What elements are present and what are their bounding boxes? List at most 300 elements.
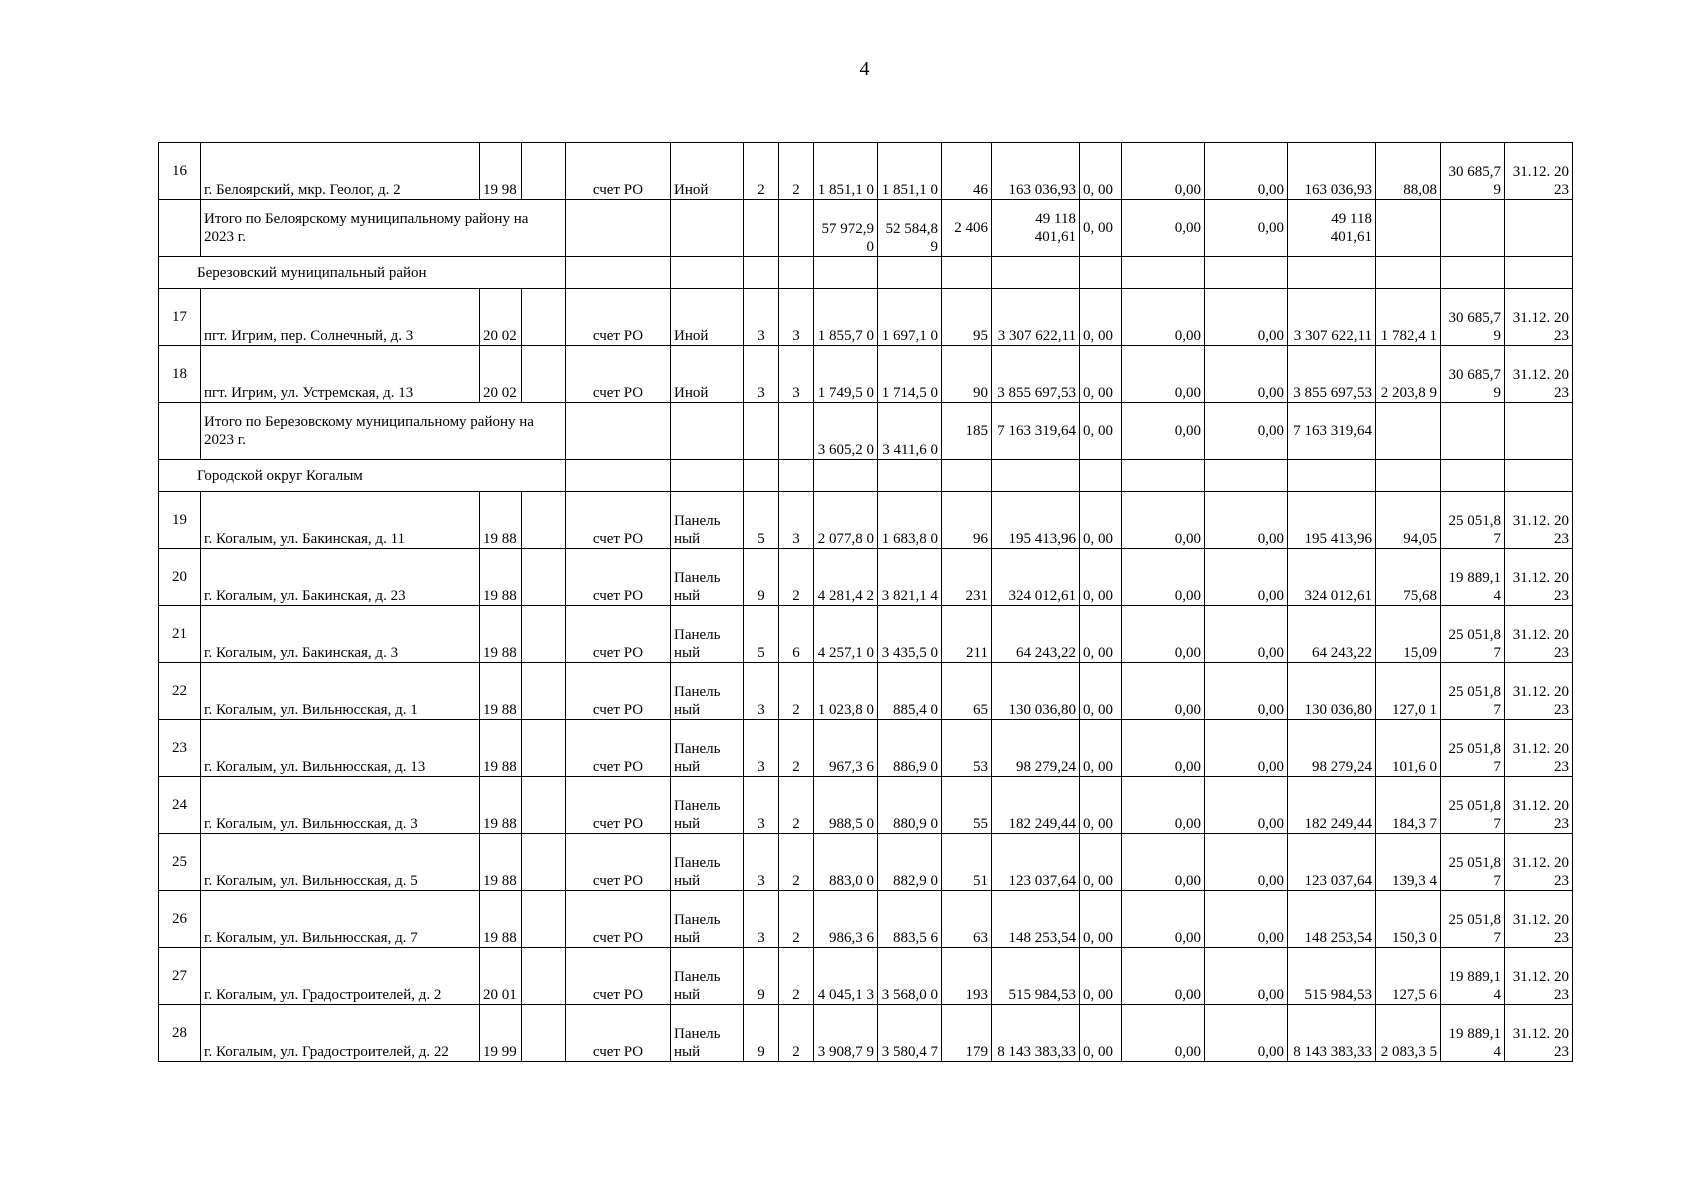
cell-floors: 9 <box>744 1005 779 1062</box>
table-row <box>159 1005 1573 1062</box>
cell-fund-method: счет РО <box>566 1005 671 1062</box>
cell-living-area: 3 411,6 0 <box>878 403 942 460</box>
cell-completion-date: 31.12. 2023 <box>1505 289 1573 346</box>
table-row <box>159 720 1573 777</box>
cell-empty <box>671 257 744 289</box>
cell-empty <box>1205 460 1288 492</box>
cell-wall-material: Панель ный <box>671 549 744 606</box>
section-title: Березовский муниципальный район <box>159 257 566 289</box>
cell-wall-material: Панель ный <box>671 720 744 777</box>
cell-living-area: 885,4 0 <box>878 663 942 720</box>
cell-address: г. Когалым, ул. Градостроителей, д. 2 <box>201 948 480 1005</box>
cell-empty <box>566 403 671 460</box>
cell-limit-cost: 25 051,8 7 <box>1441 663 1505 720</box>
cell-wall-material: Панель ный <box>671 663 744 720</box>
cell-empty <box>159 403 201 460</box>
cell-empty <box>814 460 878 492</box>
cell-cost-fund-4: 7 163 319,64 <box>1288 403 1376 460</box>
cell-unit-cost: 101,6 0 <box>1376 720 1441 777</box>
cell-cost-fund-1: 0, 00 <box>1080 346 1122 403</box>
cell-empty <box>1505 200 1573 257</box>
cell-total-cost: 324 012,61 <box>992 549 1080 606</box>
cell-fund-method: счет РО <box>566 663 671 720</box>
cell-empty <box>522 143 566 200</box>
total-row <box>159 200 1573 257</box>
cell-limit-cost: 25 051,8 7 <box>1441 891 1505 948</box>
cell-living-area: 886,9 0 <box>878 720 942 777</box>
cell-floors: 3 <box>744 289 779 346</box>
cell-empty <box>942 460 992 492</box>
cell-cost-fund-1: 0, 00 <box>1080 663 1122 720</box>
cell-cost-fund-3: 0,00 <box>1205 492 1288 549</box>
cell-build-year: 19 99 <box>480 1005 522 1062</box>
cell-residents: 46 <box>942 143 992 200</box>
cell-unit-cost: 2 083,3 5 <box>1376 1005 1441 1062</box>
cell-address: г. Когалым, ул. Вильнюсская, д. 3 <box>201 777 480 834</box>
cell-wall-material: Иной <box>671 346 744 403</box>
cell-cost-fund-1: 0, 00 <box>1080 200 1122 257</box>
cell-address: пгт. Игрим, пер. Солнечный, д. 3 <box>201 289 480 346</box>
cell-empty <box>522 663 566 720</box>
cell-unit-cost: 2 203,8 9 <box>1376 346 1441 403</box>
cell-cost-fund-3: 0,00 <box>1205 891 1288 948</box>
cell-unit-cost: 127,0 1 <box>1376 663 1441 720</box>
cell-empty <box>779 403 814 460</box>
cell-wall-material: Иной <box>671 289 744 346</box>
page-number: 4 <box>859 58 870 80</box>
cell-cost-fund-1: 0, 00 <box>1080 891 1122 948</box>
cell-entrances: 2 <box>779 549 814 606</box>
cell-empty <box>878 460 942 492</box>
cell-completion-date: 31.12. 2023 <box>1505 606 1573 663</box>
cell-cost-fund-3: 0,00 <box>1205 834 1288 891</box>
cell-completion-date: 31.12. 2023 <box>1505 777 1573 834</box>
cell-residents: 95 <box>942 289 992 346</box>
cell-unit-cost: 88,08 <box>1376 143 1441 200</box>
cell-address: г. Когалым, ул. Бакинская, д. 23 <box>201 549 480 606</box>
cell-floors: 3 <box>744 891 779 948</box>
cell-fund-method: счет РО <box>566 289 671 346</box>
cell-build-year: 19 88 <box>480 549 522 606</box>
cell-build-year: 19 88 <box>480 720 522 777</box>
cell-empty <box>671 403 744 460</box>
cell-wall-material: Панель ный <box>671 948 744 1005</box>
cell-empty <box>1441 460 1505 492</box>
cell-cost-fund-4: 3 307 622,11 <box>1288 289 1376 346</box>
cell-empty <box>992 460 1080 492</box>
cell-total-cost: 8 143 383,33 <box>992 1005 1080 1062</box>
cell-row-number: 16 <box>159 143 201 200</box>
cell-cost-fund-1: 0, 00 <box>1080 777 1122 834</box>
cell-unit-cost: 127,5 6 <box>1376 948 1441 1005</box>
cell-cost-fund-3: 0,00 <box>1205 720 1288 777</box>
cell-row-number: 17 <box>159 289 201 346</box>
cell-build-year: 20 02 <box>480 289 522 346</box>
cell-cost-fund-2: 0,00 <box>1122 403 1205 460</box>
cell-build-year: 20 01 <box>480 948 522 1005</box>
cell-cost-fund-2: 0,00 <box>1122 346 1205 403</box>
cell-cost-fund-1: 0, 00 <box>1080 492 1122 549</box>
cell-empty <box>566 257 671 289</box>
cell-wall-material: Панель ный <box>671 777 744 834</box>
cell-total-label: Итого по Белоярскому муниципальному району на 2023 г. <box>201 200 566 257</box>
cell-fund-method: счет РО <box>566 346 671 403</box>
cell-row-number: 23 <box>159 720 201 777</box>
table-row <box>159 948 1573 1005</box>
cell-limit-cost: 19 889,1 4 <box>1441 549 1505 606</box>
cell-cost-fund-3: 0,00 <box>1205 289 1288 346</box>
cell-cost-fund-1: 0, 00 <box>1080 549 1122 606</box>
cell-residents: 55 <box>942 777 992 834</box>
cell-row-number: 21 <box>159 606 201 663</box>
cell-build-year: 19 88 <box>480 492 522 549</box>
cell-cost-fund-4: 3 855 697,53 <box>1288 346 1376 403</box>
cell-wall-material: Панель ный <box>671 834 744 891</box>
cell-limit-cost: 19 889,1 4 <box>1441 1005 1505 1062</box>
cell-total-cost: 123 037,64 <box>992 834 1080 891</box>
cell-build-year: 19 88 <box>480 663 522 720</box>
cell-completion-date: 31.12. 2023 <box>1505 346 1573 403</box>
cell-fund-method: счет РО <box>566 948 671 1005</box>
cell-entrances: 2 <box>779 663 814 720</box>
cell-residents: 53 <box>942 720 992 777</box>
cell-empty <box>779 460 814 492</box>
cell-living-area: 3 435,5 0 <box>878 606 942 663</box>
cell-living-area: 880,9 0 <box>878 777 942 834</box>
cell-empty <box>878 257 942 289</box>
cell-address: г. Когалым, ул. Бакинская, д. 3 <box>201 606 480 663</box>
cell-row-number: 18 <box>159 346 201 403</box>
cell-entrances: 2 <box>779 834 814 891</box>
cell-cost-fund-2: 0,00 <box>1122 143 1205 200</box>
cell-total-label: Итого по Березовскому муниципальному району на 2023 г. <box>201 403 566 460</box>
cell-cost-fund-4: 64 243,22 <box>1288 606 1376 663</box>
cell-row-number: 25 <box>159 834 201 891</box>
cell-entrances: 2 <box>779 720 814 777</box>
cell-wall-material: Панель ный <box>671 606 744 663</box>
cell-empty <box>744 200 779 257</box>
cell-cost-fund-2: 0,00 <box>1122 720 1205 777</box>
cell-empty <box>1288 257 1376 289</box>
cell-build-year: 19 88 <box>480 606 522 663</box>
cell-empty <box>1205 257 1288 289</box>
cell-total-cost: 130 036,80 <box>992 663 1080 720</box>
cell-total-area: 3 605,2 0 <box>814 403 878 460</box>
cell-completion-date: 31.12. 2023 <box>1505 948 1573 1005</box>
cell-limit-cost: 25 051,8 7 <box>1441 492 1505 549</box>
cell-cost-fund-1: 0, 00 <box>1080 403 1122 460</box>
cell-total-area: 2 077,8 0 <box>814 492 878 549</box>
cell-address: г. Когалым, ул. Вильнюсская, д. 1 <box>201 663 480 720</box>
cell-unit-cost: 139,3 4 <box>1376 834 1441 891</box>
cell-floors: 9 <box>744 948 779 1005</box>
cell-fund-method: счет РО <box>566 606 671 663</box>
cell-living-area: 3 580,4 7 <box>878 1005 942 1062</box>
cell-residents: 185 <box>942 403 992 460</box>
cell-cost-fund-4: 195 413,96 <box>1288 492 1376 549</box>
cell-empty <box>779 257 814 289</box>
cell-living-area: 1 714,5 0 <box>878 346 942 403</box>
cell-empty <box>1122 460 1205 492</box>
cell-living-area: 52 584,8 9 <box>878 200 942 257</box>
cell-living-area: 1 683,8 0 <box>878 492 942 549</box>
cell-residents: 193 <box>942 948 992 1005</box>
cell-entrances: 6 <box>779 606 814 663</box>
section-header-row <box>159 460 1573 492</box>
cell-residents: 211 <box>942 606 992 663</box>
cell-total-area: 988,5 0 <box>814 777 878 834</box>
cell-empty <box>744 257 779 289</box>
cell-cost-fund-2: 0,00 <box>1122 200 1205 257</box>
cell-total-area: 883,0 0 <box>814 834 878 891</box>
cell-empty <box>522 549 566 606</box>
cell-total-cost: 3 855 697,53 <box>992 346 1080 403</box>
cell-limit-cost: 30 685,7 9 <box>1441 289 1505 346</box>
cell-fund-method: счет РО <box>566 777 671 834</box>
cell-cost-fund-1: 0, 00 <box>1080 834 1122 891</box>
cell-cost-fund-1: 0, 00 <box>1080 289 1122 346</box>
cell-cost-fund-4: 163 036,93 <box>1288 143 1376 200</box>
cell-total-area: 4 257,1 0 <box>814 606 878 663</box>
cell-completion-date: 31.12. 2023 <box>1505 663 1573 720</box>
cell-living-area: 1 851,1 0 <box>878 143 942 200</box>
cell-cost-fund-2: 0,00 <box>1122 606 1205 663</box>
cell-completion-date: 31.12. 2023 <box>1505 549 1573 606</box>
cell-cost-fund-1: 0, 00 <box>1080 1005 1122 1062</box>
cell-empty <box>992 257 1080 289</box>
cell-cost-fund-3: 0,00 <box>1205 663 1288 720</box>
cell-wall-material: Иной <box>671 143 744 200</box>
cell-empty <box>522 834 566 891</box>
cell-total-cost: 515 984,53 <box>992 948 1080 1005</box>
cell-total-cost: 98 279,24 <box>992 720 1080 777</box>
cell-residents: 90 <box>942 346 992 403</box>
cell-limit-cost: 25 051,8 7 <box>1441 834 1505 891</box>
cell-build-year: 19 98 <box>480 143 522 200</box>
cell-empty <box>522 1005 566 1062</box>
cell-empty <box>1505 460 1573 492</box>
table-row <box>159 143 1573 200</box>
cell-cost-fund-1: 0, 00 <box>1080 948 1122 1005</box>
cell-residents: 63 <box>942 891 992 948</box>
cell-empty <box>522 492 566 549</box>
cell-empty <box>1376 460 1441 492</box>
cell-build-year: 19 88 <box>480 834 522 891</box>
cell-empty <box>1376 257 1441 289</box>
cell-empty <box>779 200 814 257</box>
section-title: Городской округ Когалым <box>159 460 566 492</box>
cell-cost-fund-2: 0,00 <box>1122 891 1205 948</box>
cell-empty <box>1441 200 1505 257</box>
cell-entrances: 2 <box>779 777 814 834</box>
cell-floors: 3 <box>744 663 779 720</box>
cell-entrances: 3 <box>779 289 814 346</box>
cell-limit-cost: 19 889,1 4 <box>1441 948 1505 1005</box>
cell-unit-cost: 150,3 0 <box>1376 891 1441 948</box>
cell-cost-fund-4: 324 012,61 <box>1288 549 1376 606</box>
cell-address: г. Когалым, ул. Градостроителей, д. 22 <box>201 1005 480 1062</box>
cell-row-number: 28 <box>159 1005 201 1062</box>
cell-empty <box>566 200 671 257</box>
cell-cost-fund-4: 98 279,24 <box>1288 720 1376 777</box>
cell-cost-fund-2: 0,00 <box>1122 549 1205 606</box>
cell-empty <box>744 460 779 492</box>
cell-empty <box>522 777 566 834</box>
table-row <box>159 346 1573 403</box>
cell-residents: 231 <box>942 549 992 606</box>
cell-cost-fund-1: 0, 00 <box>1080 606 1122 663</box>
cell-residents: 96 <box>942 492 992 549</box>
cell-address: г. Когалым, ул. Вильнюсская, д. 7 <box>201 891 480 948</box>
cell-cost-fund-3: 0,00 <box>1205 200 1288 257</box>
cell-cost-fund-4: 49 118 401,61 <box>1288 200 1376 257</box>
cell-empty <box>942 257 992 289</box>
cell-cost-fund-4: 515 984,53 <box>1288 948 1376 1005</box>
cell-residents: 179 <box>942 1005 992 1062</box>
cell-entrances: 2 <box>779 948 814 1005</box>
table-row <box>159 663 1573 720</box>
cell-cost-fund-2: 0,00 <box>1122 777 1205 834</box>
cell-address: пгт. Игрим, ул. Устремская, д. 13 <box>201 346 480 403</box>
cell-completion-date: 31.12. 2023 <box>1505 834 1573 891</box>
cell-total-cost: 148 253,54 <box>992 891 1080 948</box>
cell-empty <box>1080 460 1122 492</box>
cell-build-year: 19 88 <box>480 777 522 834</box>
cell-cost-fund-3: 0,00 <box>1205 606 1288 663</box>
cell-floors: 2 <box>744 143 779 200</box>
cell-cost-fund-3: 0,00 <box>1205 777 1288 834</box>
cell-fund-method: счет РО <box>566 143 671 200</box>
cell-wall-material: Панель ный <box>671 492 744 549</box>
table-row <box>159 606 1573 663</box>
cell-cost-fund-3: 0,00 <box>1205 403 1288 460</box>
cell-unit-cost: 94,05 <box>1376 492 1441 549</box>
cell-completion-date: 31.12. 2023 <box>1505 720 1573 777</box>
cell-cost-fund-4: 148 253,54 <box>1288 891 1376 948</box>
cell-unit-cost: 75,68 <box>1376 549 1441 606</box>
cell-total-area: 4 281,4 2 <box>814 549 878 606</box>
cell-living-area: 1 697,1 0 <box>878 289 942 346</box>
cell-cost-fund-2: 0,00 <box>1122 663 1205 720</box>
section-header-row <box>159 257 1573 289</box>
cell-empty <box>1376 403 1441 460</box>
cell-fund-method: счет РО <box>566 834 671 891</box>
table-row <box>159 777 1573 834</box>
cell-unit-cost: 184,3 7 <box>1376 777 1441 834</box>
total-row <box>159 403 1573 460</box>
cell-empty <box>744 403 779 460</box>
table-row <box>159 492 1573 549</box>
cell-row-number: 24 <box>159 777 201 834</box>
cell-living-area: 3 568,0 0 <box>878 948 942 1005</box>
cell-cost-fund-4: 8 143 383,33 <box>1288 1005 1376 1062</box>
cell-empty <box>1080 257 1122 289</box>
cell-build-year: 19 88 <box>480 891 522 948</box>
cell-floors: 9 <box>744 549 779 606</box>
cell-limit-cost: 30 685,7 9 <box>1441 346 1505 403</box>
cell-floors: 3 <box>744 346 779 403</box>
cell-living-area: 3 821,1 4 <box>878 549 942 606</box>
cell-limit-cost: 25 051,8 7 <box>1441 720 1505 777</box>
cell-cost-fund-1: 0, 00 <box>1080 143 1122 200</box>
cell-fund-method: счет РО <box>566 492 671 549</box>
cell-empty <box>671 200 744 257</box>
cell-empty <box>1376 200 1441 257</box>
cell-floors: 3 <box>744 720 779 777</box>
cell-empty <box>1441 403 1505 460</box>
cell-empty <box>814 257 878 289</box>
cell-cost-fund-2: 0,00 <box>1122 289 1205 346</box>
cell-empty <box>1122 257 1205 289</box>
cell-empty <box>522 948 566 1005</box>
cell-living-area: 883,5 6 <box>878 891 942 948</box>
cell-living-area: 882,9 0 <box>878 834 942 891</box>
cell-cost-fund-4: 182 249,44 <box>1288 777 1376 834</box>
cell-residents: 51 <box>942 834 992 891</box>
table-row <box>159 891 1573 948</box>
cell-total-area: 4 045,1 3 <box>814 948 878 1005</box>
cell-cost-fund-1: 0, 00 <box>1080 720 1122 777</box>
cell-empty <box>522 289 566 346</box>
cell-cost-fund-3: 0,00 <box>1205 143 1288 200</box>
cell-total-area: 1 855,7 0 <box>814 289 878 346</box>
cell-cost-fund-2: 0,00 <box>1122 492 1205 549</box>
cell-limit-cost: 25 051,8 7 <box>1441 777 1505 834</box>
cell-address: г. Когалым, ул. Бакинская, д. 11 <box>201 492 480 549</box>
cell-total-area: 1 749,5 0 <box>814 346 878 403</box>
cell-fund-method: счет РО <box>566 891 671 948</box>
cell-empty <box>159 200 201 257</box>
cell-floors: 5 <box>744 606 779 663</box>
cell-total-area: 57 972,9 0 <box>814 200 878 257</box>
cell-entrances: 3 <box>779 346 814 403</box>
cell-entrances: 2 <box>779 891 814 948</box>
cell-empty <box>1505 257 1573 289</box>
cell-wall-material: Панель ный <box>671 891 744 948</box>
cell-limit-cost: 25 051,8 7 <box>1441 606 1505 663</box>
cell-floors: 5 <box>744 492 779 549</box>
cell-completion-date: 31.12. 2023 <box>1505 143 1573 200</box>
cell-total-area: 1 851,1 0 <box>814 143 878 200</box>
cell-empty <box>522 346 566 403</box>
cell-entrances: 2 <box>779 1005 814 1062</box>
cell-build-year: 20 02 <box>480 346 522 403</box>
cell-row-number: 27 <box>159 948 201 1005</box>
cell-address: г. Белоярский, мкр. Геолог, д. 2 <box>201 143 480 200</box>
cell-entrances: 3 <box>779 492 814 549</box>
cell-empty <box>1441 257 1505 289</box>
cell-completion-date: 31.12. 2023 <box>1505 1005 1573 1062</box>
cell-address: г. Когалым, ул. Вильнюсская, д. 13 <box>201 720 480 777</box>
cell-total-cost: 195 413,96 <box>992 492 1080 549</box>
cell-cost-fund-2: 0,00 <box>1122 1005 1205 1062</box>
cell-total-area: 3 908,7 9 <box>814 1005 878 1062</box>
cell-residents: 65 <box>942 663 992 720</box>
cell-total-cost: 163 036,93 <box>992 143 1080 200</box>
cell-completion-date: 31.12. 2023 <box>1505 492 1573 549</box>
cell-total-cost: 182 249,44 <box>992 777 1080 834</box>
cell-total-area: 967,3 6 <box>814 720 878 777</box>
cell-cost-fund-4: 130 036,80 <box>1288 663 1376 720</box>
cell-address: г. Когалым, ул. Вильнюсская, д. 5 <box>201 834 480 891</box>
cell-empty <box>1505 403 1573 460</box>
cell-total-area: 986,3 6 <box>814 891 878 948</box>
cell-total-cost: 3 307 622,11 <box>992 289 1080 346</box>
cell-unit-cost: 1 782,4 1 <box>1376 289 1441 346</box>
cell-floors: 3 <box>744 834 779 891</box>
cell-empty <box>671 460 744 492</box>
cell-unit-cost: 15,09 <box>1376 606 1441 663</box>
